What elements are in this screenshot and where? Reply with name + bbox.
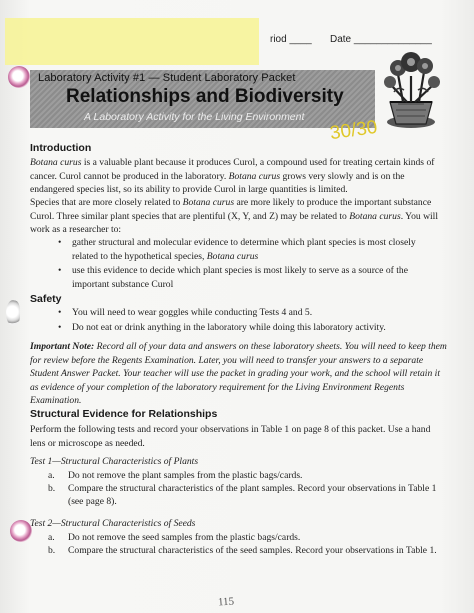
handwritten-page-number: 115: [217, 595, 235, 609]
introduction-paragraph-1: Botana curus is a valuable plant because it produces Curol, a compound used for treating certain kinds of cancer. Curol cannot be produced in the laboratory. Botana curus grows very slowly and is on the endangered species list, so its ability to provide Curol in large quantities is limited.: [30, 157, 435, 196]
important-note: Important Note: Record all of your data and answers on these laboratory sheets. You will need to keep them for review before the Regents Examination. Later, you will need to transfer your answers to a separate Student Answer Packet. Your teacher will use the packet in grading your work, and the school will retain it as evidence of your completion of the laboratory requirement for the Living Environment Regents Examination.: [30, 341, 447, 407]
binder-hole-middle: [6, 300, 20, 326]
introduction-paragraph-2: Species that are more closely related to Botana curus are more likely to produce the important substance Curol. Three similar plant species that are plentiful (X, Y, and Z) may be related to Botana curus. You will work as a researcher to:: [30, 197, 439, 236]
list-item: a. Do not remove the seed samples from the plastic bags/cards.: [48, 532, 301, 543]
potted-plant-illustration: [378, 46, 444, 130]
period-label: riod ____: [270, 34, 312, 45]
introduction-heading: Introduction: [30, 142, 92, 154]
safety-heading: Safety: [30, 293, 62, 305]
test-1-heading: Test 1—Structural Characteristics of Plants: [30, 456, 199, 467]
page-title: Relationships and Biodiversity: [66, 86, 344, 107]
research-goals-list: [58, 236, 418, 292]
safety-list: [58, 306, 458, 335]
list-item: b. Compare the structural characteristics of the plant samples. Record your observations in Table 1 (see page 8).: [48, 483, 437, 508]
list-item: • Do not eat or drink anything in the laboratory while doing this laboratory activity.: [58, 321, 458, 335]
structural-evidence-heading: Structural Evidence for Relationships: [30, 408, 218, 420]
list-item: a. Do not remove the plant samples from the plastic bags/cards.: [48, 470, 303, 481]
test-2-heading: Test 2—Structural Characteristics of Seeds: [30, 518, 196, 529]
binder-hole-top: [8, 66, 30, 88]
list-item: • use this evidence to decide which plant species is most likely to serve as a source of the important substance Curol: [58, 264, 418, 291]
binder-hole-bottom: [10, 520, 32, 542]
handwritten-score: 30/30: [328, 116, 379, 145]
lab-packet-label: Laboratory Activity #1 — Student Laboratory Packet: [38, 72, 296, 84]
structural-intro: Perform the following tests and record your observations in Table 1 on page 8 of this packet. Use a hand lens or microscope as needed.: [30, 424, 431, 449]
page-subtitle: A Laboratory Activity for the Living Environment: [84, 111, 305, 123]
test-2-steps: [48, 531, 448, 557]
date-label: Date ______________: [330, 34, 432, 45]
list-item: • You will need to wear goggles while conducting Tests 4 and 5.: [58, 306, 458, 320]
test-1-steps: [48, 469, 448, 509]
sticky-note: [5, 18, 259, 65]
list-item: b. Compare the structural characteristics of the seed samples. Record your observations in Table 1.: [48, 545, 437, 557]
list-item: • gather structural and molecular evidence to determine which plant species is most closely related to the hypothetical species, Botana curus: [58, 236, 418, 263]
